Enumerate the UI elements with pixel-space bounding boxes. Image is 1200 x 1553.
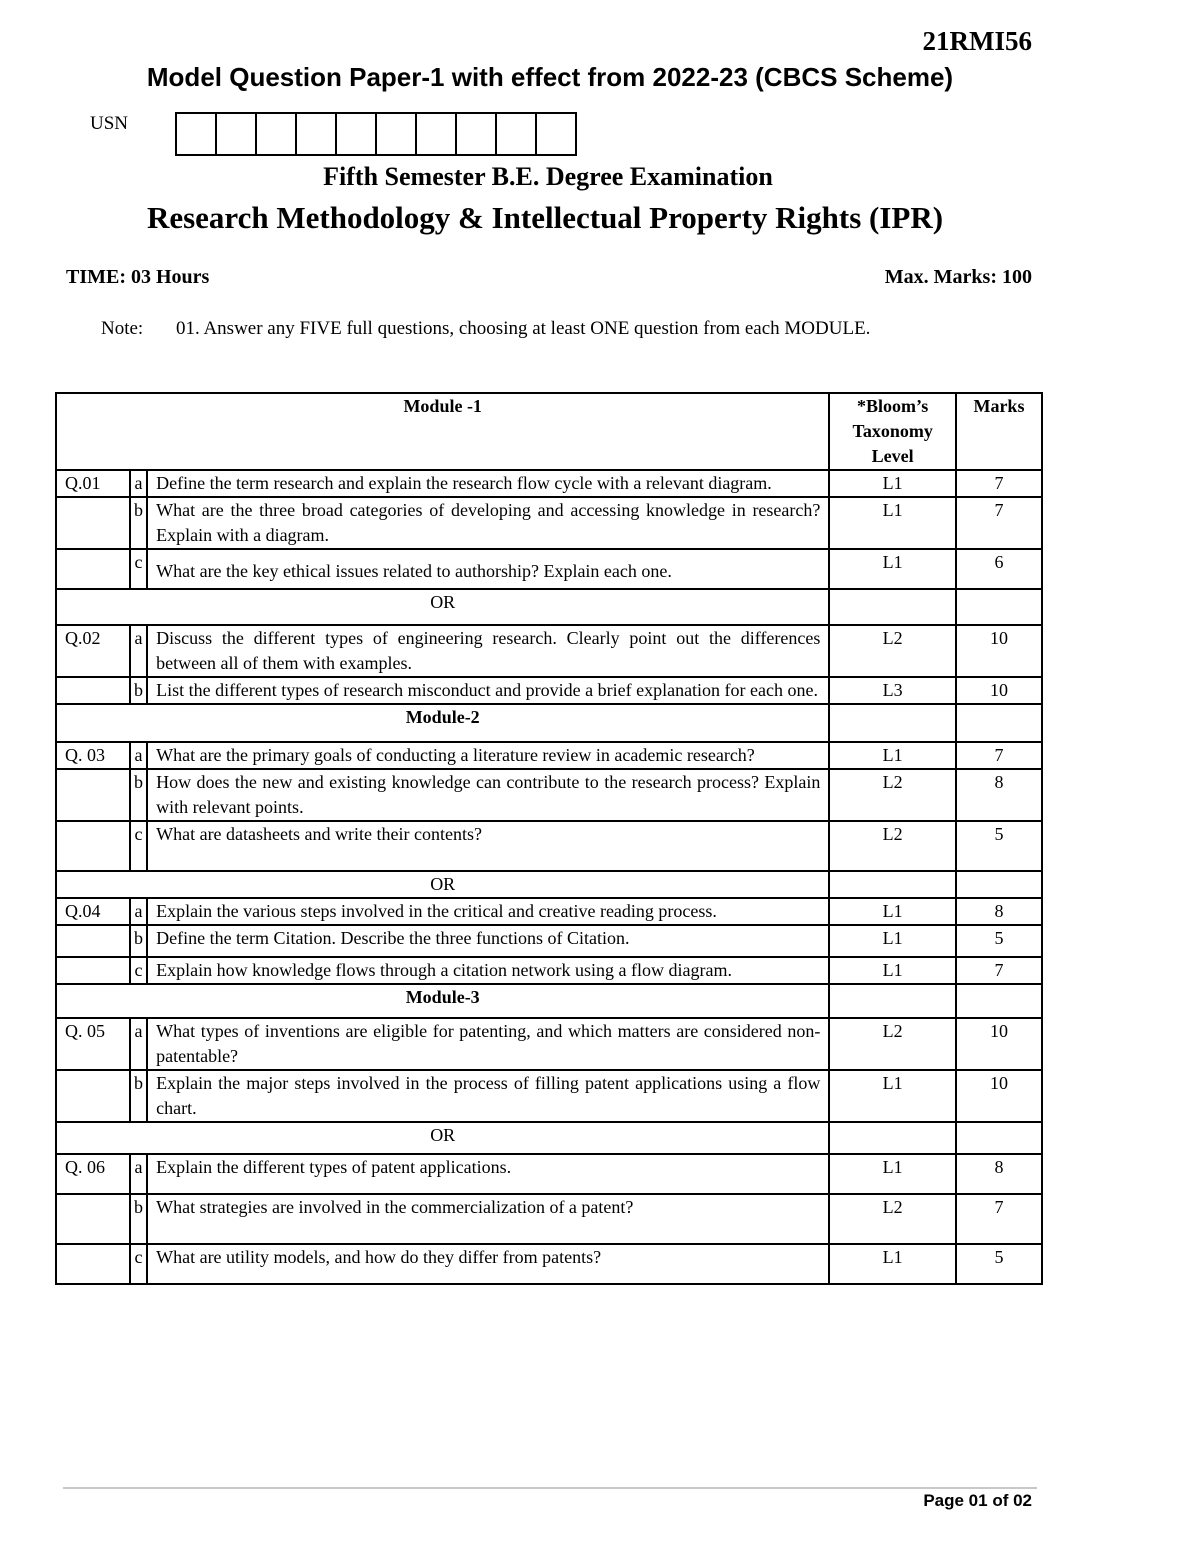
question-part: b — [130, 497, 147, 549]
question-text: What are the primary goals of conducting a literature review in academic research? — [147, 742, 829, 769]
table-row — [56, 925, 1042, 957]
blooms-level: L1 — [829, 898, 956, 925]
question-text: Explain the different types of patent applications. — [147, 1154, 829, 1194]
paper-title: Model Question Paper-1 with effect from 2022-23 (CBCS Scheme) — [146, 62, 954, 92]
question-marks: 8 — [956, 769, 1042, 821]
question-text: What types of inventions are eligible for patenting, and which matters are considered non-patentable? — [147, 1018, 829, 1070]
empty-cell — [956, 1122, 1042, 1154]
or-label: OR — [56, 1122, 829, 1154]
blooms-level: L1 — [829, 1154, 956, 1194]
empty-cell — [829, 589, 956, 625]
empty-cell — [956, 871, 1042, 898]
note — [101, 318, 870, 340]
question-number: Q.04 — [56, 898, 130, 925]
question-number-empty — [56, 769, 130, 821]
question-marks: 7 — [956, 470, 1042, 497]
question-part: a — [130, 898, 147, 925]
usn-box — [377, 114, 417, 154]
question-marks: 8 — [956, 898, 1042, 925]
module-heading: Module-2 — [56, 704, 829, 742]
usn-box — [217, 114, 257, 154]
table-row — [56, 1070, 1042, 1122]
question-marks: 7 — [956, 742, 1042, 769]
empty-cell — [829, 1122, 956, 1154]
question-part: b — [130, 1070, 147, 1122]
question-text: What are datasheets and write their contents? — [147, 821, 829, 871]
blooms-level: L3 — [829, 677, 956, 704]
question-table — [55, 392, 1043, 1285]
question-marks: 7 — [956, 957, 1042, 984]
usn-boxes — [175, 112, 577, 156]
empty-cell — [829, 704, 956, 742]
question-number-empty — [56, 1070, 130, 1122]
question-text: Define the term research and explain the research flow cycle with a relevant diagram. — [147, 470, 829, 497]
table-row — [56, 1154, 1042, 1194]
question-marks: 10 — [956, 1018, 1042, 1070]
table-row — [56, 957, 1042, 984]
question-part: c — [130, 549, 147, 589]
usn-box — [257, 114, 297, 154]
exam-time: TIME: 03 Hours — [66, 266, 210, 288]
table-header-row — [56, 393, 1042, 470]
question-text: What are utility models, and how do they differ from patents? — [147, 1244, 829, 1284]
question-number: Q.02 — [56, 625, 130, 677]
question-part: b — [130, 1194, 147, 1244]
question-marks: 7 — [956, 1194, 1042, 1244]
table-row — [56, 898, 1042, 925]
note-label: Note: — [101, 318, 144, 339]
subject-code: 21RMI56 — [922, 26, 1032, 56]
question-number-empty — [56, 549, 130, 589]
note-text: 01. Answer any FIVE full questions, choosing at least ONE question from each MODULE. — [176, 318, 871, 339]
table-row — [56, 677, 1042, 704]
question-number-empty — [56, 1194, 130, 1244]
question-marks: 5 — [956, 821, 1042, 871]
question-marks: 5 — [956, 925, 1042, 957]
or-label: OR — [56, 871, 829, 898]
question-number-empty — [56, 821, 130, 871]
question-text: Explain how knowledge flows through a citation network using a flow diagram. — [147, 957, 829, 984]
question-part: c — [130, 1244, 147, 1284]
table-row — [56, 1018, 1042, 1070]
question-number: Q. 06 — [56, 1154, 130, 1194]
question-part: a — [130, 625, 147, 677]
empty-cell — [956, 704, 1042, 742]
question-text: How does the new and existing knowledge can contribute to the research process? Explain with relevant points. — [147, 769, 829, 821]
question-number-empty — [56, 677, 130, 704]
blooms-level: L1 — [829, 925, 956, 957]
question-number-empty — [56, 925, 130, 957]
question-marks: 10 — [956, 677, 1042, 704]
question-marks: 8 — [956, 1154, 1042, 1194]
table-row — [56, 1244, 1042, 1284]
question-part: c — [130, 821, 147, 871]
question-number: Q.01 — [56, 470, 130, 497]
empty-cell — [956, 984, 1042, 1018]
blooms-level: L2 — [829, 769, 956, 821]
question-marks: 10 — [956, 1070, 1042, 1122]
blooms-level: L1 — [829, 1244, 956, 1284]
table-row — [56, 769, 1042, 821]
question-number-empty — [56, 1244, 130, 1284]
usn-box — [497, 114, 537, 154]
exam-title: Fifth Semester B.E. Degree Examination — [323, 162, 773, 191]
blooms-level: L1 — [829, 497, 956, 549]
question-text: Explain the major steps involved in the process of filling patent applications using a flow chart. — [147, 1070, 829, 1122]
usn-box — [457, 114, 497, 154]
empty-cell — [956, 589, 1042, 625]
blooms-level: L2 — [829, 1194, 956, 1244]
or-label: OR — [56, 589, 829, 625]
blooms-level: L2 — [829, 625, 956, 677]
usn-box — [337, 114, 377, 154]
question-marks: 10 — [956, 625, 1042, 677]
question-part: c — [130, 957, 147, 984]
question-number-empty — [56, 957, 130, 984]
module-heading: Module-3 — [56, 984, 829, 1018]
table-row — [56, 549, 1042, 589]
blooms-level: L1 — [829, 957, 956, 984]
marks-header: Marks — [956, 393, 1042, 470]
question-part: a — [130, 1018, 147, 1070]
question-text: Explain the various steps involved in the critical and creative reading process. — [147, 898, 829, 925]
usn-label: USN — [90, 113, 129, 134]
question-number: Q. 05 — [56, 1018, 130, 1070]
blooms-header: *Bloom’s Taxonomy Level — [829, 393, 956, 470]
table-row — [56, 821, 1042, 871]
table-row — [56, 625, 1042, 677]
blooms-level: L1 — [829, 549, 956, 589]
footer-divider — [63, 1487, 1037, 1489]
blooms-level: L1 — [829, 742, 956, 769]
subject-title: Research Methodology & Intellectual Property Rights (IPR) — [146, 200, 944, 235]
table-row — [56, 742, 1042, 769]
question-number-empty — [56, 497, 130, 549]
question-part: b — [130, 925, 147, 957]
question-text: List the different types of research misconduct and provide a brief explanation for each one. — [147, 677, 829, 704]
usn-box — [297, 114, 337, 154]
question-marks: 5 — [956, 1244, 1042, 1284]
question-marks: 7 — [956, 497, 1042, 549]
module-row — [56, 704, 1042, 742]
question-text: What strategies are involved in the commercialization of a patent? — [147, 1194, 829, 1244]
max-marks: Max. Marks: 100 — [884, 266, 1032, 288]
blooms-level: L2 — [829, 1018, 956, 1070]
question-part: b — [130, 769, 147, 821]
question-part: b — [130, 677, 147, 704]
usn-box — [537, 114, 575, 154]
or-row — [56, 1122, 1042, 1154]
blooms-level: L2 — [829, 821, 956, 871]
question-part: a — [130, 742, 147, 769]
empty-cell — [829, 984, 956, 1018]
usn-box — [417, 114, 457, 154]
empty-cell — [829, 871, 956, 898]
table-row — [56, 497, 1042, 549]
table-row — [56, 1194, 1042, 1244]
usn-box — [177, 114, 217, 154]
blooms-level: L1 — [829, 470, 956, 497]
blooms-level: L1 — [829, 1070, 956, 1122]
question-text: What are the key ethical issues related to authorship? Explain each one. — [147, 549, 829, 589]
question-text: What are the three broad categories of developing and accessing knowledge in research? Explain with a diagram. — [147, 497, 829, 549]
question-marks: 6 — [956, 549, 1042, 589]
question-text: Discuss the different types of engineering research. Clearly point out the differences between all of them with examples. — [147, 625, 829, 677]
question-part: a — [130, 1154, 147, 1194]
table-row — [56, 470, 1042, 497]
module-row — [56, 984, 1042, 1018]
question-part: a — [130, 470, 147, 497]
question-number: Q. 03 — [56, 742, 130, 769]
or-row — [56, 871, 1042, 898]
question-text: Define the term Citation. Describe the three functions of Citation. — [147, 925, 829, 957]
page-number: Page 01 of 02 — [923, 1491, 1032, 1510]
or-row — [56, 589, 1042, 625]
module-heading: Module -1 — [56, 393, 829, 470]
